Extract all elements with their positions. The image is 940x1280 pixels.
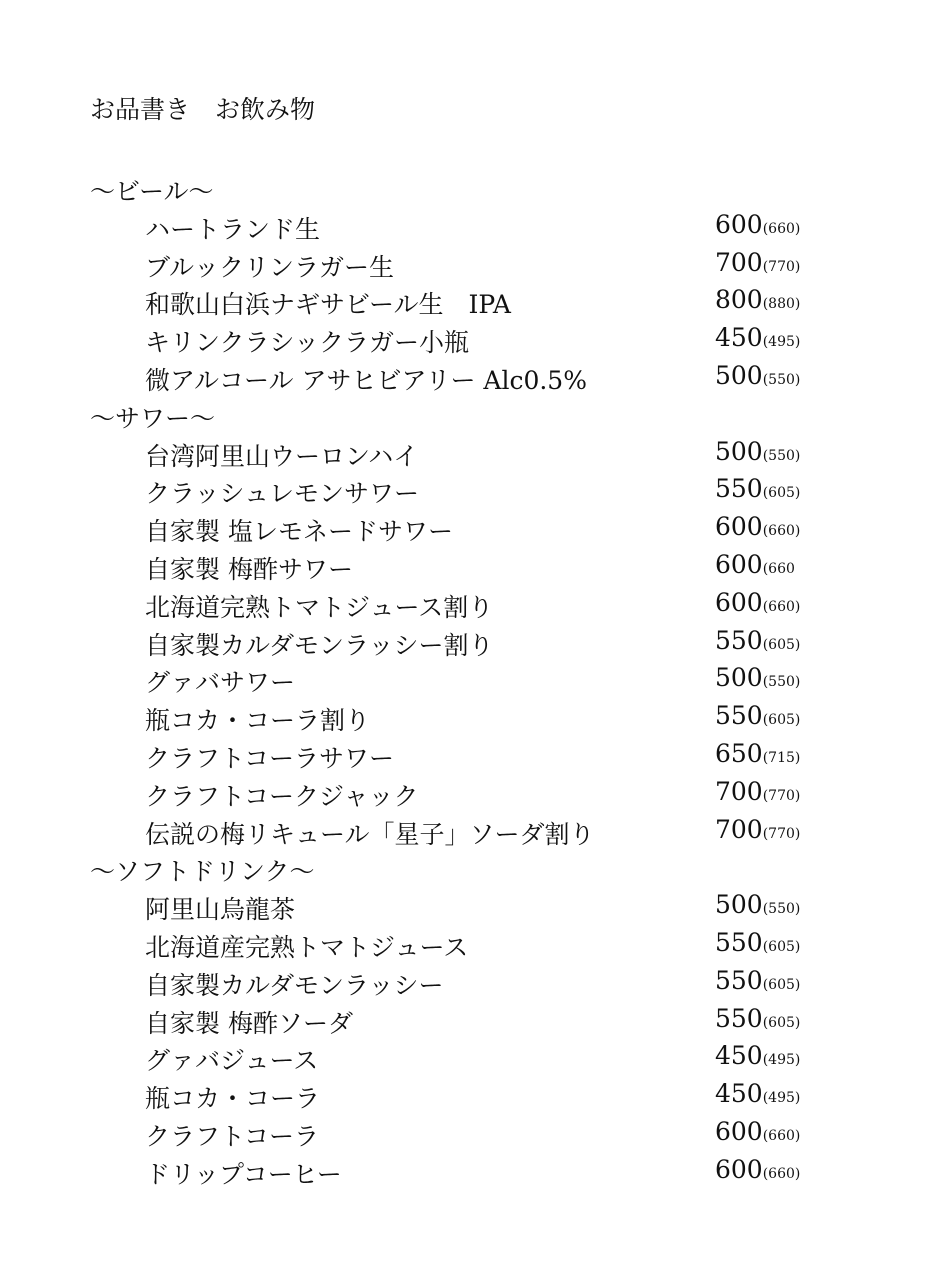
- price-value: 550: [715, 928, 763, 957]
- price-value: 550: [715, 965, 763, 995]
- menu-item-name: グァバジュース: [145, 1046, 319, 1076]
- price-value: 600: [715, 587, 763, 617]
- menu-item-name: グァバサワー: [145, 668, 296, 698]
- menu-item-price: [715, 474, 800, 503]
- price-value: 600: [715, 550, 763, 579]
- menu-item-price: [715, 550, 795, 579]
- price-value: 650: [715, 739, 763, 768]
- price-with-tax: (550): [762, 674, 801, 691]
- menu-item-name: キリンクラシックラガー小瓶: [145, 328, 470, 358]
- menu-item-name: クラッシュレモンサワー: [145, 479, 420, 509]
- menu-item-name: 北海道産完熟トマトジュース: [145, 933, 469, 962]
- menu-item-price: [715, 966, 800, 995]
- menu-item-name: 瓶コカ・コーラ割り: [145, 706, 371, 736]
- price-value: 500: [715, 436, 763, 466]
- price-value: 550: [715, 1003, 763, 1033]
- menu-item-name: 自家製カルダモンラッシー: [145, 970, 444, 1000]
- price-with-tax: (550): [762, 901, 801, 918]
- menu-item-name: クラフトコーラサワー: [145, 744, 395, 773]
- menu-item-price: [715, 588, 800, 617]
- menu-item-name: ハートランド生: [145, 214, 321, 244]
- price-with-tax: (770): [762, 787, 801, 804]
- price-with-tax: (660): [762, 220, 801, 237]
- price-with-tax: (550): [762, 447, 801, 464]
- menu-item-price: [715, 437, 800, 466]
- price-value: 450: [715, 1079, 763, 1109]
- menu-item-name: クラフトコークジャック: [145, 781, 419, 811]
- menu-item-name: クラフトコーラ: [145, 1122, 320, 1151]
- price-value: 550: [715, 701, 763, 731]
- price-value: 600: [715, 1154, 763, 1184]
- menu-item-price: [715, 663, 800, 692]
- price-value: 450: [715, 1041, 763, 1071]
- menu-item-price: [715, 777, 800, 806]
- menu-item-price: [715, 626, 800, 655]
- price-value: 600: [715, 1117, 763, 1146]
- menu-item-name: 自家製 塩レモネードサワー: [145, 517, 453, 547]
- price-with-tax: (660): [762, 1165, 801, 1182]
- price-with-tax: (660): [762, 598, 801, 615]
- menu-item-price: [715, 210, 800, 239]
- menu-item-price: [715, 323, 800, 352]
- menu-item-price: [715, 1117, 800, 1146]
- price-with-tax: (605): [762, 1014, 801, 1031]
- price-with-tax: (660: [762, 561, 795, 577]
- menu-item-name: 伝説の梅リキュール「星子」ソーダ割り: [145, 819, 595, 849]
- menu-item-price: [715, 739, 800, 768]
- section-heading: 〜サワー〜: [90, 403, 216, 433]
- menu-item-name: 和歌山白浜ナギサビール生 IPA: [145, 290, 511, 320]
- price-with-tax: (495): [762, 1090, 801, 1107]
- menu-item-price: [715, 285, 800, 314]
- price-with-tax: (770): [762, 825, 801, 842]
- menu-item-name: 瓶コカ・コーラ: [145, 1084, 321, 1114]
- menu-item-price: [715, 361, 800, 390]
- price-with-tax: (605): [762, 976, 801, 993]
- price-with-tax: (495): [762, 334, 801, 351]
- menu-item-name: 微アルコール アサヒビアリー Alc0.5%: [145, 366, 587, 395]
- menu-item-name: 北海道完熟トマトジュース割り: [145, 592, 494, 622]
- menu-item-name: 台湾阿里山ウーロンハイ: [145, 441, 419, 471]
- menu-item-name: 自家製 梅酢ソーダ: [145, 1008, 353, 1038]
- price-with-tax: (605): [762, 712, 801, 729]
- price-with-tax: (605): [762, 636, 801, 653]
- price-with-tax: (550): [762, 372, 801, 388]
- menu-item-price: [715, 890, 800, 919]
- price-with-tax: (770): [762, 258, 801, 275]
- price-value: 700: [715, 814, 763, 844]
- menu-item-price: [715, 1079, 800, 1108]
- price-with-tax: (715): [762, 750, 801, 766]
- price-value: 700: [715, 247, 763, 277]
- price-value: 600: [715, 512, 763, 542]
- menu-item-price: [715, 928, 800, 957]
- page-title: お品書き お飲み物: [90, 95, 316, 124]
- menu-item-name: ドリップコーヒー: [145, 1159, 342, 1189]
- price-with-tax: (495): [762, 1052, 801, 1069]
- menu-item-price: [715, 1155, 800, 1184]
- section-heading: 〜ビール〜: [90, 177, 214, 206]
- menu-item-price: [715, 1004, 800, 1033]
- menu-item-name: 阿里山烏龍茶: [145, 895, 296, 925]
- price-value: 550: [715, 625, 763, 655]
- menu-item-price: [715, 512, 800, 541]
- price-with-tax: (605): [762, 939, 801, 955]
- price-value: 600: [715, 209, 763, 239]
- menu-item-price: [715, 248, 800, 277]
- price-value: 550: [715, 474, 763, 504]
- price-value: 800: [715, 285, 763, 315]
- menu-item-price: [715, 1041, 800, 1070]
- price-with-tax: (605): [762, 485, 801, 502]
- price-value: 500: [715, 890, 763, 920]
- menu-item-price: [715, 815, 800, 844]
- price-with-tax: (880): [762, 296, 801, 313]
- price-value: 700: [715, 776, 763, 806]
- menu-item-name: 自家製カルダモンラッシー割り: [145, 630, 494, 660]
- price-with-tax: (660): [762, 523, 801, 540]
- price-with-tax: (660): [762, 1128, 801, 1144]
- price-value: 500: [715, 663, 763, 693]
- price-value: 500: [715, 361, 763, 390]
- menu-item-name: ブルックリンラガー生: [145, 252, 395, 282]
- section-heading: 〜ソフトドリンク〜: [90, 857, 315, 887]
- price-value: 450: [715, 323, 763, 353]
- menu-item-price: [715, 701, 800, 730]
- menu-item-name: 自家製 梅酢サワー: [145, 555, 353, 584]
